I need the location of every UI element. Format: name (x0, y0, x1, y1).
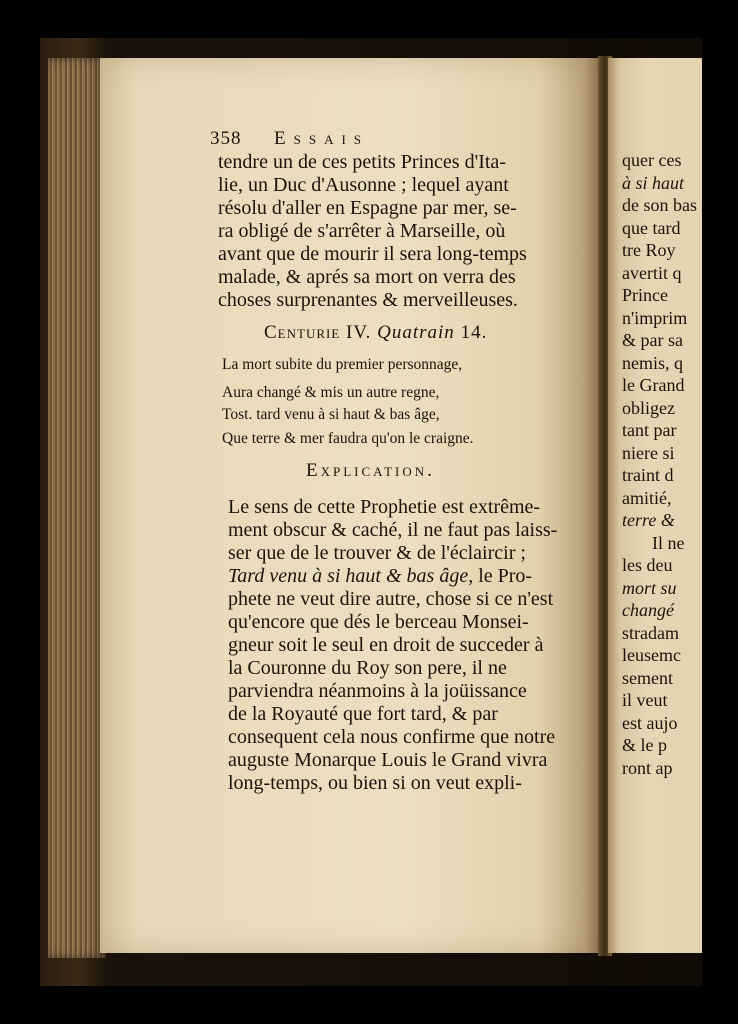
text-line: avant que de mourir il sera long-temps (218, 243, 527, 265)
right-page-line: le Grand (622, 375, 685, 395)
text-line: de la Royauté que fort tard, & par (228, 703, 498, 725)
text-line: ment obscur & caché, il ne faut pas laiss- (228, 519, 558, 541)
text-line: ra obligé de s'arrêter à Marseille, où (218, 220, 506, 242)
centurie-heading (264, 322, 487, 344)
right-page-line: est aujo (622, 712, 678, 733)
text-fragment: , le Pro- (468, 565, 533, 587)
right-page-line: que tard (622, 217, 681, 238)
right-page-line: les deu (622, 555, 673, 575)
page-edges (48, 58, 106, 958)
right-page-line: Prince (622, 285, 668, 305)
right-page (608, 58, 702, 953)
right-page-line: ront ap (622, 757, 673, 778)
verse-line: Tost. tard venu à si haut & bas âge, (222, 406, 440, 423)
text-line: malade, & aprés sa mort on verra des (218, 266, 516, 288)
right-page-line: sement (622, 667, 673, 688)
text-line: consequent cela nous confirme que notre (228, 726, 556, 748)
right-page-line: obligez (622, 397, 675, 418)
right-page-line: nemis, q (622, 352, 683, 373)
right-page-line: quer ces (622, 150, 682, 170)
verse-line: La mort subite du premier personnage, (222, 356, 463, 373)
right-page-line: tre Roy (622, 240, 676, 260)
text-line: choses surprenantes & merveilleuses. (218, 289, 518, 311)
right-page-line: stradam (622, 622, 679, 643)
text-line: parviendra néanmoins à la joüissance (228, 680, 527, 702)
right-page-line: leusemc (622, 645, 681, 665)
right-page-line: traint d (622, 465, 674, 485)
text-line: long-temps, ou bien si on veut expli- (228, 772, 522, 794)
text-line: la Couronne du Roy son pere, il ne (228, 657, 507, 679)
italic-phrase: Tard venu à si haut & bas âge (228, 565, 469, 587)
centurie-label: Centurie IV. (264, 322, 372, 343)
text-line: tendre un de ces petits Princes d'Ita- (218, 151, 506, 173)
right-page-line: niere si (622, 442, 675, 463)
running-title: Essais (274, 128, 370, 149)
text-line: auguste Monarque Louis le Grand vivra (228, 749, 548, 771)
text-line: ser que de le trouver & de l'éclaircir ; (228, 542, 526, 564)
right-page-line: de son bas (622, 195, 697, 215)
right-page-line: mort su (622, 577, 677, 598)
right-page-line: & le p (622, 735, 667, 755)
right-page-line: & par sa (622, 330, 683, 350)
text-line: lie, un Duc d'Ausonne ; lequel ayant (218, 174, 509, 196)
text-line-mixed (228, 565, 532, 588)
right-page-line: n'imprim (622, 307, 688, 328)
right-page-line: tant par (622, 420, 677, 440)
page-number: 358 (210, 128, 242, 149)
right-page-line: terre & (622, 510, 675, 530)
right-page-line: à si haut (622, 172, 685, 193)
explication-heading: Explication. (306, 460, 435, 481)
running-head (210, 128, 369, 150)
right-page-line: il veut (622, 690, 668, 710)
text-line: Le sens de cette Prophetie est extrême- (228, 496, 541, 518)
right-page-line: Il ne (652, 532, 685, 553)
quatrain-number: 14. (460, 322, 488, 343)
text-line: phete ne veut dire autre, chose si ce n'est (228, 588, 554, 610)
right-page-line: changé (622, 600, 674, 620)
text-line: résolu d'aller en Espagne par mer, se- (218, 197, 517, 219)
verse-line: Aura changé & mis un autre regne, (222, 384, 440, 401)
right-page-line: amitié, (622, 487, 672, 508)
text-line: gneur soit le seul en droit de succeder à (228, 634, 544, 656)
quatrain-label: Quatrain (377, 322, 455, 343)
text-line: qu'encore que dés le berceau Monsei- (228, 611, 529, 633)
verse-line: Que terre & mer faudra qu'on le craigne. (222, 430, 474, 447)
right-page-line: avertit q (622, 262, 682, 283)
